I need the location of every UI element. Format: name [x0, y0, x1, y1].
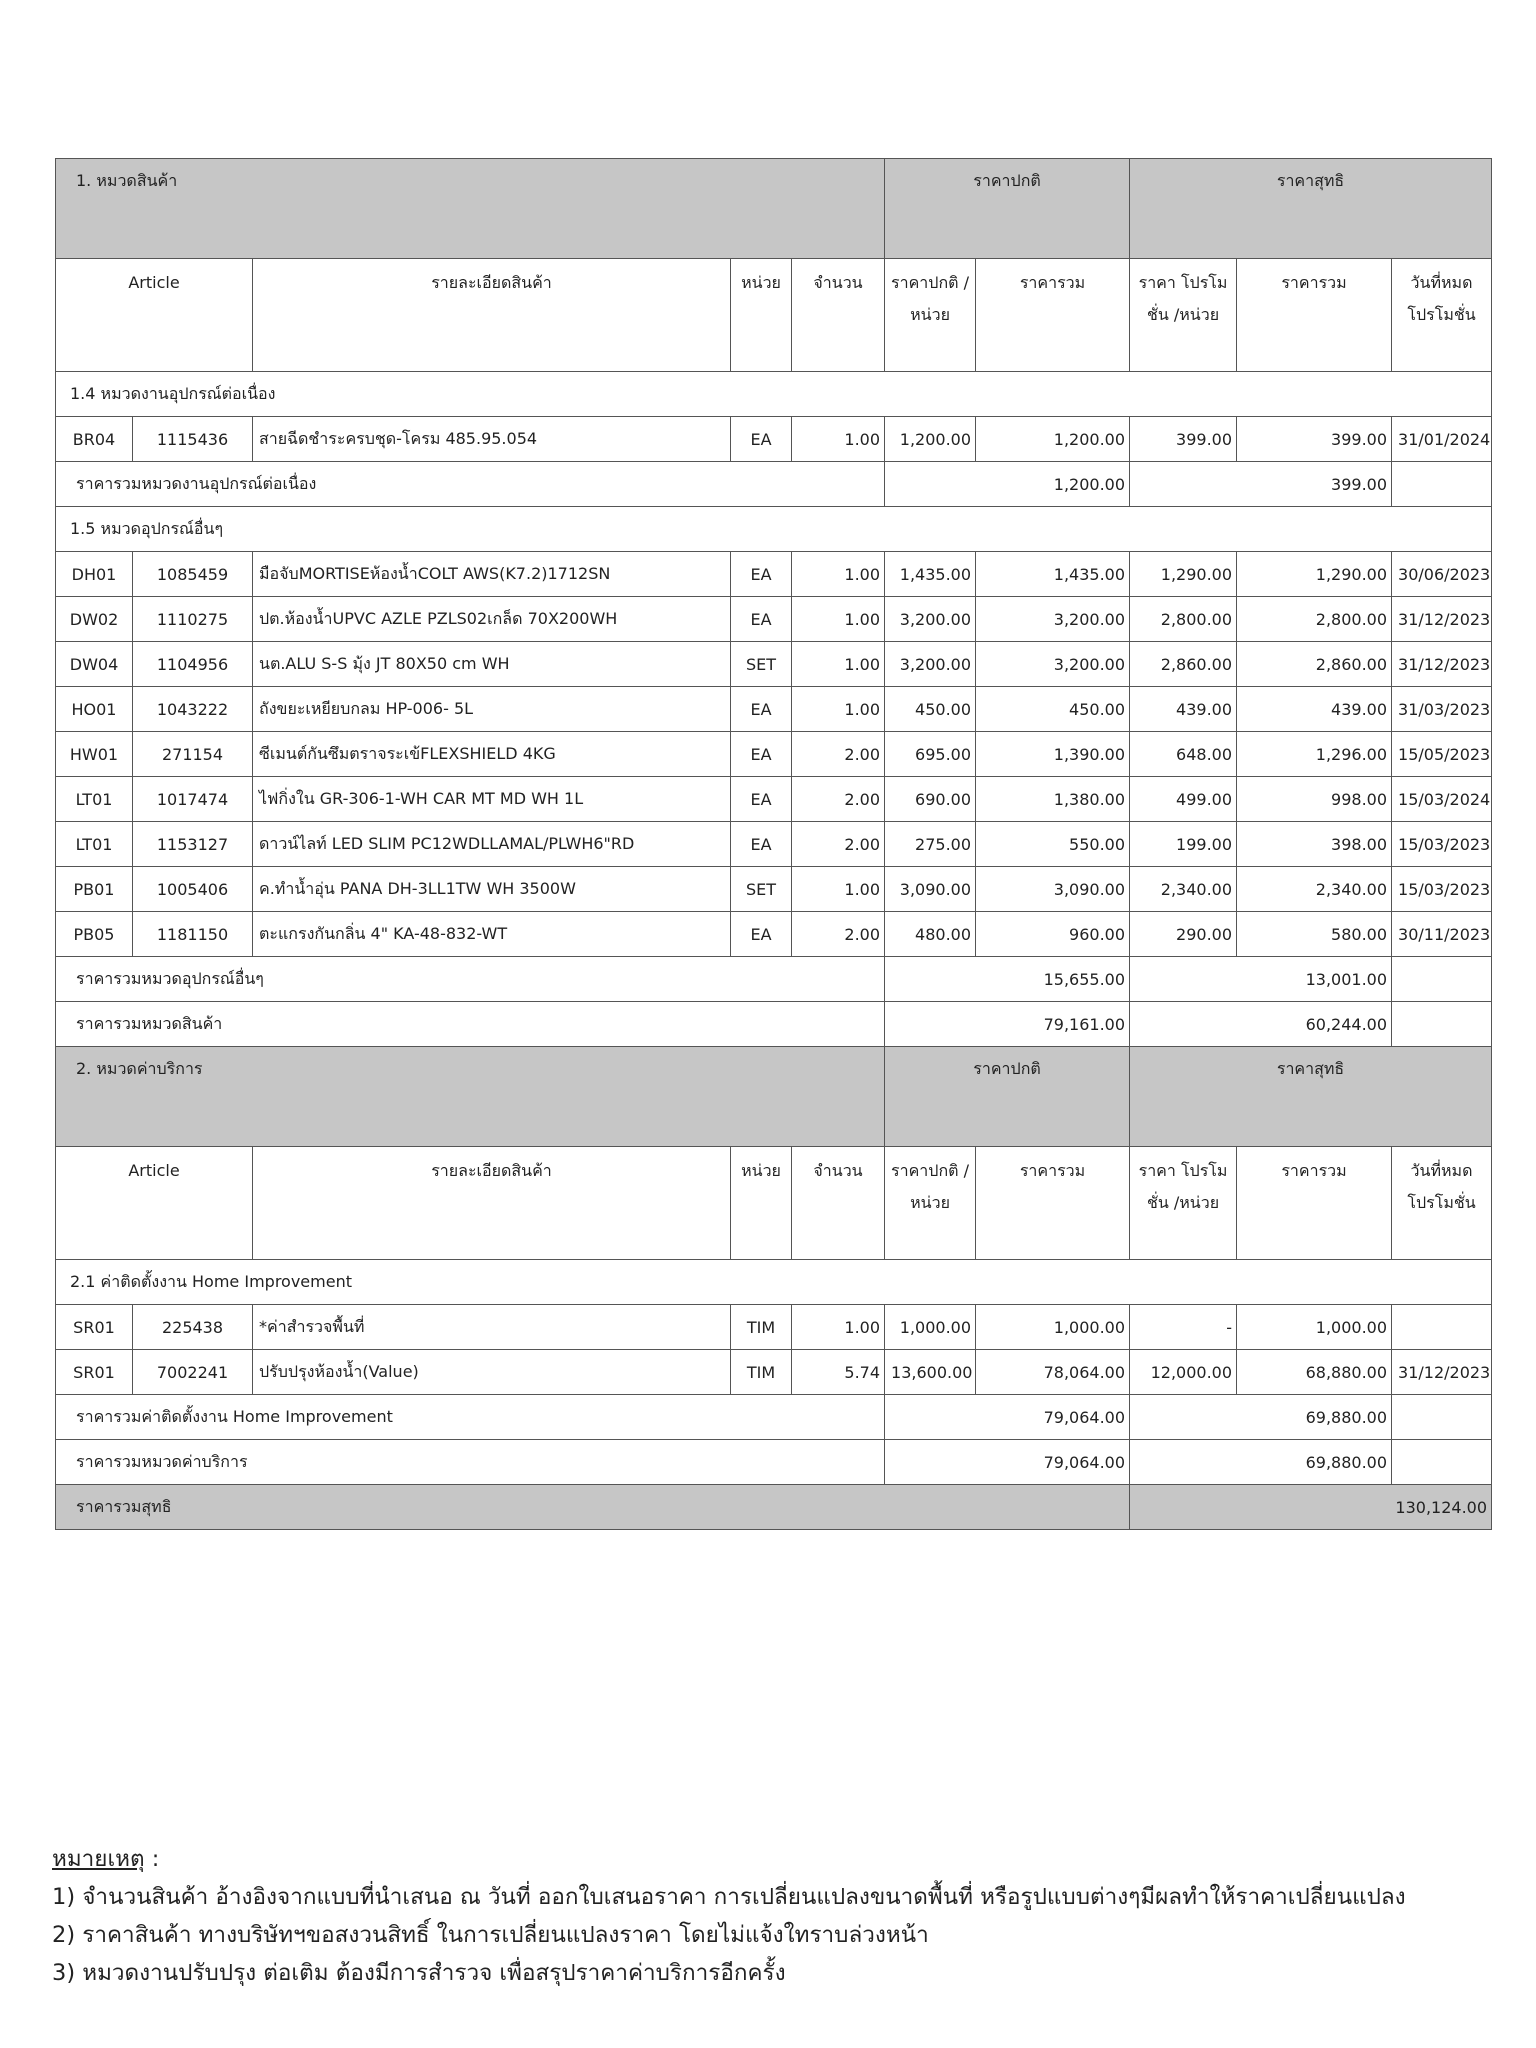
- col-total: ราคารวม: [976, 1147, 1130, 1260]
- group-title: 2.1 ค่าติดตั้งงาน Home Improvement: [56, 1260, 1492, 1305]
- item-promo-price: 648.00: [1130, 732, 1237, 777]
- item-unit: SET: [731, 867, 792, 912]
- item-promo-price: 2,340.00: [1130, 867, 1237, 912]
- col-article: Article: [56, 259, 253, 372]
- item-promo-total: 398.00: [1237, 822, 1392, 867]
- item-promo-end: 30/11/2023: [1392, 912, 1492, 957]
- col-article: Article: [56, 1147, 253, 1260]
- item-code: HW01: [56, 732, 133, 777]
- item-unit-price: 13,600.00: [885, 1350, 976, 1395]
- item-unit: EA: [731, 912, 792, 957]
- group-title: 1.5 หมวดอุปกรณ์อื่นๆ: [56, 507, 1492, 552]
- item-qty: 2.00: [792, 732, 885, 777]
- item-description: ปต.ห้องน้ำUPVC AZLE PZLS02เกล็ด 70X200WH: [253, 597, 731, 642]
- item-description: ไฟกิ่งใน GR-306-1-WH CAR MT MD WH 1L: [253, 777, 731, 822]
- section-total-label: ราคารวมหมวดสินค้า: [56, 1002, 885, 1047]
- item-promo-price: 2,800.00: [1130, 597, 1237, 642]
- item-total: 3,090.00: [976, 867, 1130, 912]
- group-subtotal: 79,064.00: [885, 1395, 1130, 1440]
- item-promo-total: 1,290.00: [1237, 552, 1392, 597]
- empty-cell: [1392, 462, 1492, 507]
- section-total-row: [56, 1440, 1492, 1485]
- item-unit: EA: [731, 417, 792, 462]
- table-row: [56, 777, 1492, 822]
- item-promo-end: 15/03/2023: [1392, 822, 1492, 867]
- table-row: [56, 912, 1492, 957]
- item-qty: 2.00: [792, 777, 885, 822]
- column-header-row: [56, 259, 1492, 372]
- item-qty: 1.00: [792, 552, 885, 597]
- item-promo-total: 439.00: [1237, 687, 1392, 732]
- item-description: มือจับMORTISEห้องน้ำCOLT AWS(K7.2)1712SN: [253, 552, 731, 597]
- table-row: [56, 1305, 1492, 1350]
- item-unit: EA: [731, 552, 792, 597]
- table-row: [56, 642, 1492, 687]
- table-row: [56, 867, 1492, 912]
- item-promo-price: 12,000.00: [1130, 1350, 1237, 1395]
- col-unit: หน่วย: [731, 1147, 792, 1260]
- group-subtotal-row: [56, 957, 1492, 1002]
- item-unit-price: 1,000.00: [885, 1305, 976, 1350]
- item-unit: EA: [731, 687, 792, 732]
- item-code: BR04: [56, 417, 133, 462]
- item-unit: EA: [731, 732, 792, 777]
- col-description: รายละเอียดสินค้า: [253, 1147, 731, 1260]
- group-subtotal: 15,655.00: [885, 957, 1130, 1002]
- item-description: *ค่าสำรวจพื้นที่: [253, 1305, 731, 1350]
- item-code: HO01: [56, 687, 133, 732]
- empty-cell: [1392, 1002, 1492, 1047]
- section-header: [56, 1047, 1492, 1147]
- grand-total-label: ราคารวมสุทธิ: [56, 1485, 1130, 1530]
- col-unit: หน่วย: [731, 259, 792, 372]
- table-row: [56, 552, 1492, 597]
- item-qty: 2.00: [792, 912, 885, 957]
- item-article: 1005406: [133, 867, 253, 912]
- note-line: 2) ราคาสินค้า ทางบริษัทฯขอสงวนสิทธิ์ ในการเปลี่ยนแปลงราคา โดยไม่แจ้งใทราบล่วงหน้า: [52, 1922, 929, 1948]
- group-subtotal-row: [56, 1395, 1492, 1440]
- item-description: ถังขยะเหยียบกลม HP-006- 5L: [253, 687, 731, 732]
- item-unit-price: 690.00: [885, 777, 976, 822]
- item-unit: EA: [731, 777, 792, 822]
- item-total: 550.00: [976, 822, 1130, 867]
- item-unit-price: 450.00: [885, 687, 976, 732]
- notes-title-suffix: :: [144, 1846, 160, 1872]
- section-total-row: [56, 1002, 1492, 1047]
- item-description: ตะแกรงกันกลิ่น 4" KA-48-832-WT: [253, 912, 731, 957]
- item-total: 1,000.00: [976, 1305, 1130, 1350]
- item-qty: 1.00: [792, 642, 885, 687]
- group-subtotal-label: ราคารวมหมวดอุปกรณ์อื่นๆ: [56, 957, 885, 1002]
- normal-price-header: ราคาปกติ: [885, 159, 1130, 259]
- item-description: ปรับปรุงห้องน้ำ(Value): [253, 1350, 731, 1395]
- section-total: 79,064.00: [885, 1440, 1130, 1485]
- item-description: ค.ทำน้ำอุ่น PANA DH-3LL1TW WH 3500W: [253, 867, 731, 912]
- item-qty: 5.74: [792, 1350, 885, 1395]
- item-promo-end: 31/12/2023: [1392, 642, 1492, 687]
- item-unit-price: 1,435.00: [885, 552, 976, 597]
- item-promo-price: 499.00: [1130, 777, 1237, 822]
- item-article: 1181150: [133, 912, 253, 957]
- table-row: [56, 1350, 1492, 1395]
- notes-block: [52, 1840, 1512, 1992]
- item-article: 271154: [133, 732, 253, 777]
- item-promo-end: 31/01/2024: [1392, 417, 1492, 462]
- item-article: 7002241: [133, 1350, 253, 1395]
- col-promo-price: ราคา โปรโมชั่น /หน่วย: [1130, 1147, 1237, 1260]
- item-article: 1104956: [133, 642, 253, 687]
- item-unit: EA: [731, 822, 792, 867]
- group-subtotal-label: ราคารวมค่าติดตั้งงาน Home Improvement: [56, 1395, 885, 1440]
- item-promo-total: 1,000.00: [1237, 1305, 1392, 1350]
- item-code: PB05: [56, 912, 133, 957]
- item-promo-price: 290.00: [1130, 912, 1237, 957]
- item-unit: SET: [731, 642, 792, 687]
- item-promo-total: 1,296.00: [1237, 732, 1392, 777]
- item-total: 1,380.00: [976, 777, 1130, 822]
- group-subtotal-net: 399.00: [1130, 462, 1392, 507]
- group-header: [56, 372, 1492, 417]
- item-qty: 1.00: [792, 687, 885, 732]
- col-promo-total: ราคารวม: [1237, 1147, 1392, 1260]
- section-header: [56, 159, 1492, 259]
- item-qty: 2.00: [792, 822, 885, 867]
- item-article: 225438: [133, 1305, 253, 1350]
- item-promo-end: 31/12/2023: [1392, 1350, 1492, 1395]
- section-title: 1. หมวดสินค้า: [56, 159, 885, 259]
- note-line: 1) จำนวนสินค้า อ้างอิงจากแบบที่นำเสนอ ณ วันที่ ออกใบเสนอราคา การเปลี่ยนแปลงขนาดพื้นที่ หรือรูปแบบต่างๆมีผลทำให้ราคาเปลี่ยนแปลง: [52, 1884, 1406, 1910]
- group-subtotal-label: ราคารวมหมวดงานอุปกรณ์ต่อเนื่อง: [56, 462, 885, 507]
- item-promo-end: 31/03/2023: [1392, 687, 1492, 732]
- section-total-label: ราคารวมหมวดค่าบริการ: [56, 1440, 885, 1485]
- item-total: 960.00: [976, 912, 1130, 957]
- notes-title: หมายเหตุ: [52, 1846, 145, 1872]
- item-unit: TIM: [731, 1305, 792, 1350]
- section-title: 2. หมวดค่าบริการ: [56, 1047, 885, 1147]
- item-description: ดาวน์ไลท์ LED SLIM PC12WDLLAMAL/PLWH6"RD: [253, 822, 731, 867]
- item-code: LT01: [56, 777, 133, 822]
- net-price-header: ราคาสุทธิ: [1130, 159, 1492, 259]
- item-article: 1017474: [133, 777, 253, 822]
- col-qty: จำนวน: [792, 259, 885, 372]
- item-description: ซีเมนต์กันซึมตราจระเข้FLEXSHIELD 4KG: [253, 732, 731, 777]
- note-line: 3) หมวดงานปรับปรุง ต่อเติม ต้องมีการสำรวจ เพื่อสรุปราคาค่าบริการอีกครั้ง: [52, 1960, 786, 1986]
- item-promo-end: 15/03/2024: [1392, 777, 1492, 822]
- item-promo-total: 2,340.00: [1237, 867, 1392, 912]
- item-unit-price: 3,090.00: [885, 867, 976, 912]
- item-total: 1,435.00: [976, 552, 1130, 597]
- group-subtotal: 1,200.00: [885, 462, 1130, 507]
- col-total: ราคารวม: [976, 259, 1130, 372]
- group-subtotal-net: 13,001.00: [1130, 957, 1392, 1002]
- group-header: [56, 1260, 1492, 1305]
- item-promo-total: 2,860.00: [1237, 642, 1392, 687]
- table-row: [56, 597, 1492, 642]
- item-code: DH01: [56, 552, 133, 597]
- item-promo-end: 15/03/2023: [1392, 867, 1492, 912]
- item-unit-price: 3,200.00: [885, 597, 976, 642]
- item-article: 1110275: [133, 597, 253, 642]
- item-total: 450.00: [976, 687, 1130, 732]
- item-qty: 1.00: [792, 597, 885, 642]
- item-promo-price: 399.00: [1130, 417, 1237, 462]
- item-promo-price: 1,290.00: [1130, 552, 1237, 597]
- item-article: 1153127: [133, 822, 253, 867]
- item-promo-total: 998.00: [1237, 777, 1392, 822]
- item-promo-end: 30/06/2023: [1392, 552, 1492, 597]
- item-unit-price: 480.00: [885, 912, 976, 957]
- group-title: 1.4 หมวดงานอุปกรณ์ต่อเนื่อง: [56, 372, 1492, 417]
- item-promo-price: 439.00: [1130, 687, 1237, 732]
- item-article: 1115436: [133, 417, 253, 462]
- grand-total-value: 130,124.00: [1130, 1485, 1492, 1530]
- item-unit-price: 275.00: [885, 822, 976, 867]
- col-promo-end: วันที่หมด โปรโมชั่น: [1392, 259, 1492, 372]
- item-unit-price: 695.00: [885, 732, 976, 777]
- item-unit-price: 3,200.00: [885, 642, 976, 687]
- item-code: PB01: [56, 867, 133, 912]
- item-total: 78,064.00: [976, 1350, 1130, 1395]
- item-promo-price: 2,860.00: [1130, 642, 1237, 687]
- item-code: DW04: [56, 642, 133, 687]
- group-subtotal-row: [56, 462, 1492, 507]
- grand-total-row: [56, 1485, 1492, 1530]
- empty-cell: [1392, 1395, 1492, 1440]
- item-code: SR01: [56, 1350, 133, 1395]
- col-promo-total: ราคารวม: [1237, 259, 1392, 372]
- group-header: [56, 507, 1492, 552]
- col-promo-price: ราคา โปรโมชั่น /หน่วย: [1130, 259, 1237, 372]
- item-description: สายฉีดชำระครบชุด-โครม 485.95.054: [253, 417, 731, 462]
- item-qty: 1.00: [792, 867, 885, 912]
- item-article: 1043222: [133, 687, 253, 732]
- section-total: 79,161.00: [885, 1002, 1130, 1047]
- col-unit-price: ราคาปกติ /หน่วย: [885, 1147, 976, 1260]
- item-promo-end: [1392, 1305, 1492, 1350]
- item-unit: EA: [731, 597, 792, 642]
- item-promo-end: 31/12/2023: [1392, 597, 1492, 642]
- item-promo-total: 399.00: [1237, 417, 1392, 462]
- table-row: [56, 732, 1492, 777]
- item-promo-total: 580.00: [1237, 912, 1392, 957]
- item-promo-end: 15/05/2023: [1392, 732, 1492, 777]
- col-description: รายละเอียดสินค้า: [253, 259, 731, 372]
- item-total: 1,200.00: [976, 417, 1130, 462]
- empty-cell: [1392, 1440, 1492, 1485]
- section-total-net: 69,880.00: [1130, 1440, 1392, 1485]
- item-unit: TIM: [731, 1350, 792, 1395]
- table-row: [56, 822, 1492, 867]
- item-total: 3,200.00: [976, 597, 1130, 642]
- item-code: SR01: [56, 1305, 133, 1350]
- section-total-net: 60,244.00: [1130, 1002, 1392, 1047]
- item-promo-total: 2,800.00: [1237, 597, 1392, 642]
- quotation-table: [55, 158, 1492, 1530]
- col-qty: จำนวน: [792, 1147, 885, 1260]
- column-header-row: [56, 1147, 1492, 1260]
- group-subtotal-net: 69,880.00: [1130, 1395, 1392, 1440]
- col-unit-price: ราคาปกติ /หน่วย: [885, 259, 976, 372]
- item-code: LT01: [56, 822, 133, 867]
- item-promo-total: 68,880.00: [1237, 1350, 1392, 1395]
- item-promo-price: -: [1130, 1305, 1237, 1350]
- item-article: 1085459: [133, 552, 253, 597]
- net-price-header: ราคาสุทธิ: [1130, 1047, 1492, 1147]
- empty-cell: [1392, 957, 1492, 1002]
- item-description: นต.ALU S-S มุ้ง JT 80X50 cm WH: [253, 642, 731, 687]
- col-promo-end: วันที่หมด โปรโมชั่น: [1392, 1147, 1492, 1260]
- item-total: 3,200.00: [976, 642, 1130, 687]
- table-row: [56, 417, 1492, 462]
- item-promo-price: 199.00: [1130, 822, 1237, 867]
- table-row: [56, 687, 1492, 732]
- item-qty: 1.00: [792, 1305, 885, 1350]
- item-qty: 1.00: [792, 417, 885, 462]
- item-unit-price: 1,200.00: [885, 417, 976, 462]
- item-code: DW02: [56, 597, 133, 642]
- normal-price-header: ราคาปกติ: [885, 1047, 1130, 1147]
- item-total: 1,390.00: [976, 732, 1130, 777]
